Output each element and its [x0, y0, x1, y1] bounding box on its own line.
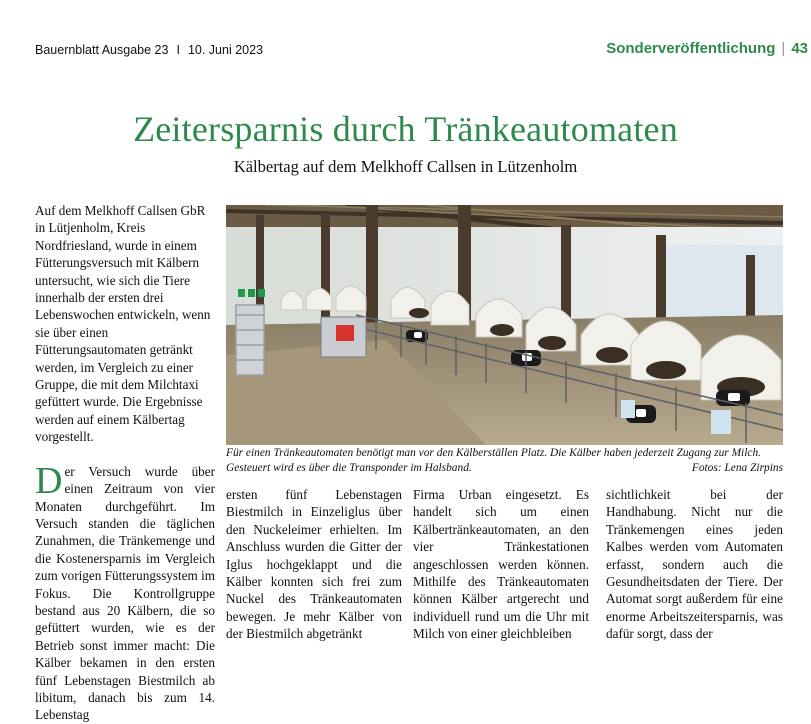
column-4 — [606, 486, 783, 643]
body-text-3: Firma Urban eingesetzt. Es handelt sich um einen Kälbertränkeautomaten, an den vier Tränkestationen angeschlossen werden können. Mithilfe des Tränkeautomaten können Kälber artgerecht und individuell rund um die Uhr mit Milch von einer gleichbleiben — [413, 487, 589, 642]
column-3 — [413, 486, 589, 643]
issue-label: Bauernblatt Ausgabe 23 — [35, 43, 169, 57]
issue-date: 10. Juni 2023 — [187, 43, 263, 57]
section-header — [606, 40, 808, 57]
lead-paragraph: Auf dem Melkhoff Callsen GbR in Lütjenholm, Kreis Nordfriesland, wurde in einem Fütterungsversuch mit Kälbern untersucht, wie sich die Tiere innerhalb der ersten drei Lebenswochen entwickeln, wenn sie über einen Fütterungsautomaten getränkt werden, im Vergleich zu einer Gruppe, die mit dem Milchtaxi gefüttert wurde. Die Ergebnisse werden auf einem Kälbertag vorgestellt. — [35, 203, 211, 445]
calf-barn-image — [226, 205, 783, 445]
body-paragraph-1 — [35, 459, 215, 724]
article-subtitle: Kälbertag auf dem Melkhoff Callsen in Lützenholm — [233, 157, 578, 176]
section-separator: | — [781, 40, 786, 57]
column-2 — [226, 486, 402, 643]
caption-text: Für einen Tränkeautomaten benötigt man vor den Kälberställen Platz. Die Kälber haben jederzeit Zugang zur Milch. Gesteuert wird es über die Transponder im Halsband. — [226, 447, 761, 474]
photo-caption — [226, 446, 783, 476]
article-title: Zeitersparnis durch Tränkeautomaten — [133, 109, 678, 149]
running-header — [35, 43, 263, 57]
body-text-4: sichtlichkeit bei der Handhabung. Nicht nur die Tränkemengen eines jeden Kalbes werden vom Automaten erfasst, sondern auch die Gesundheitsdaten der Tiere. Der Automat sorgt außerdem für eine enorme Arbeitszeitersparnis, was dafür sorgt, dass der — [606, 487, 783, 642]
body-text-1: er Versuch wurde über einen Zeitraum von vier Monaten durchgeführt. Im Versuch standen die täglichen Zunahmen, die Tränkemenge und die Kostenersparnis im Vergleich zum vorigen Fütterungssystem im Fokus. Die Kontrollgruppe bestand aus 20 Kälbern, die so gefüttert wurden, wie es der Betrieb sonst immer macht: Die Kälber bekamen in den ersten fünf Lebenstagen Biestmilch ab libitum, danach bis zum 14. Lebenstag — [35, 463, 215, 723]
photo-credit: Fotos: Lena Zirpins — [691, 462, 783, 474]
drop-cap: D — [35, 459, 63, 502]
barn-photo — [226, 205, 783, 445]
header-separator: I — [176, 43, 180, 57]
column-1 — [35, 202, 215, 724]
section-label: Sonderveröffentlichung — [606, 40, 776, 57]
page-number: 43 — [791, 40, 808, 57]
body-text-2: ersten fünf Lebenstagen Biestmilch in Einzeliglus über den Nuckeleimer erhielten. Im Anschluss wurden die Gitter der Iglus hochgeklappt und die Kälber konnten sich frei zum Nuckel des Tränkeautomaten bewegen. Je mehr Kälber von der Biestmilch abgetränkt — [226, 487, 402, 642]
